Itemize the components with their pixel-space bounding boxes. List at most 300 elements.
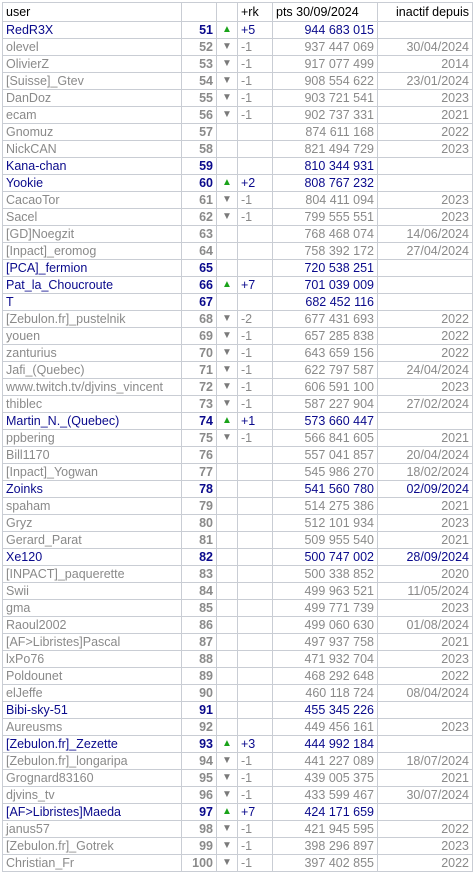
points-cell: 808 767 232	[273, 175, 378, 192]
trend-cell	[217, 464, 238, 481]
trend-cell	[217, 141, 238, 158]
triangle-down-icon: ▼	[222, 92, 232, 103]
triangle-down-icon: ▼	[222, 398, 232, 409]
points-cell: 468 292 648	[273, 668, 378, 685]
rank-cell: 86	[182, 617, 217, 634]
user-name-link[interactable]: T	[3, 294, 182, 311]
table-row	[3, 22, 473, 39]
inactive-since-cell: 2023	[378, 600, 473, 617]
user-name-link[interactable]: OlivierZ	[3, 56, 182, 73]
rank-cell: 73	[182, 396, 217, 413]
table-row	[3, 73, 473, 90]
triangle-down-icon: ▼	[222, 58, 232, 69]
user-name-link[interactable]: Poldounet	[3, 668, 182, 685]
rank-delta-cell: +7	[238, 804, 273, 821]
points-cell: 566 841 605	[273, 430, 378, 447]
trend-cell	[217, 294, 238, 311]
rank-cell: 59	[182, 158, 217, 175]
inactive-since-cell: 2023	[378, 379, 473, 396]
trend-cell	[217, 855, 238, 872]
points-cell: 804 411 094	[273, 192, 378, 209]
points-cell: 657 285 838	[273, 328, 378, 345]
inactive-since-cell	[378, 158, 473, 175]
inactive-since-cell: 2022	[378, 124, 473, 141]
user-name-link[interactable]: www.twitch.tv/djvins_vincent	[3, 379, 182, 396]
table-row	[3, 56, 473, 73]
table-row	[3, 770, 473, 787]
inactive-since-cell	[378, 702, 473, 719]
triangle-down-icon: ▼	[222, 347, 232, 358]
trend-cell	[217, 804, 238, 821]
points-cell: 768 468 074	[273, 226, 378, 243]
user-name-link[interactable]: Bill1170	[3, 447, 182, 464]
points-cell: 587 227 904	[273, 396, 378, 413]
points-cell: 557 041 857	[273, 447, 378, 464]
user-name-link[interactable]: [AF>Libristes]Maeda	[3, 804, 182, 821]
points-cell: 509 955 540	[273, 532, 378, 549]
user-name-link[interactable]: [Suisse]_Gtev	[3, 73, 182, 90]
trend-cell	[217, 226, 238, 243]
trend-cell	[217, 719, 238, 736]
rank-cell: 70	[182, 345, 217, 362]
inactive-since-cell	[378, 260, 473, 277]
rank-cell: 95	[182, 770, 217, 787]
triangle-down-icon: ▼	[222, 109, 232, 120]
user-name-link[interactable]: olevel	[3, 39, 182, 56]
rank-delta-cell	[238, 532, 273, 549]
triangle-down-icon: ▼	[222, 75, 232, 86]
trend-cell	[217, 549, 238, 566]
table-row	[3, 566, 473, 583]
user-name-link[interactable]: Martin_N._(Quebec)	[3, 413, 182, 430]
inactive-since-cell: 2021	[378, 634, 473, 651]
points-cell: 682 452 116	[273, 294, 378, 311]
user-name-link[interactable]: spaham	[3, 498, 182, 515]
points-cell: 424 171 659	[273, 804, 378, 821]
user-name-link[interactable]: [Zebulon.fr]_Gotrek	[3, 838, 182, 855]
triangle-down-icon: ▼	[222, 823, 232, 834]
inactive-since-cell	[378, 277, 473, 294]
table-row	[3, 243, 473, 260]
points-cell: 908 554 622	[273, 73, 378, 90]
table-row	[3, 855, 473, 872]
table-row	[3, 668, 473, 685]
table-row	[3, 464, 473, 481]
rank-delta-cell: +1	[238, 413, 273, 430]
header-row	[3, 3, 473, 22]
trend-cell	[217, 243, 238, 260]
trend-cell	[217, 668, 238, 685]
rank-cell: 65	[182, 260, 217, 277]
user-name-link[interactable]: Raoul2002	[3, 617, 182, 634]
header-rank-delta[interactable]: +rk	[238, 3, 273, 22]
table-row	[3, 345, 473, 362]
trend-cell	[217, 787, 238, 804]
points-cell: 541 560 780	[273, 481, 378, 498]
points-cell: 398 296 897	[273, 838, 378, 855]
rank-delta-cell: -1	[238, 39, 273, 56]
points-cell: 758 392 172	[273, 243, 378, 260]
user-name-link[interactable]: Swii	[3, 583, 182, 600]
points-cell: 500 338 852	[273, 566, 378, 583]
table-row	[3, 787, 473, 804]
rank-cell: 77	[182, 464, 217, 481]
user-name-link[interactable]: [PCA]_fermion	[3, 260, 182, 277]
table-row	[3, 515, 473, 532]
rank-delta-cell: -1	[238, 787, 273, 804]
rank-delta-cell: -2	[238, 311, 273, 328]
user-name-link[interactable]: zanturius	[3, 345, 182, 362]
table-row	[3, 838, 473, 855]
user-name-link[interactable]: [Zebulon.fr]_pustelnik	[3, 311, 182, 328]
trend-cell	[217, 124, 238, 141]
user-name-link[interactable]: janus57	[3, 821, 182, 838]
inactive-since-cell: 2023	[378, 838, 473, 855]
trend-cell	[217, 192, 238, 209]
user-name-link[interactable]: Pat_la_Choucroute	[3, 277, 182, 294]
triangle-down-icon: ▼	[222, 755, 232, 766]
user-name-link[interactable]: Bibi-sky-51	[3, 702, 182, 719]
points-cell: 573 660 447	[273, 413, 378, 430]
triangle-down-icon: ▼	[222, 789, 232, 800]
user-name-link[interactable]: [AF>Libristes]Pascal	[3, 634, 182, 651]
inactive-since-cell: 2020	[378, 566, 473, 583]
user-name-link[interactable]: [Inpact]_Yogwan	[3, 464, 182, 481]
table-row	[3, 447, 473, 464]
rank-cell: 60	[182, 175, 217, 192]
rank-delta-cell	[238, 124, 273, 141]
rank-delta-cell	[238, 158, 273, 175]
user-name-link[interactable]: Xe120	[3, 549, 182, 566]
user-name-link[interactable]: Gerard_Parat	[3, 532, 182, 549]
trend-cell	[217, 702, 238, 719]
rank-delta-cell	[238, 702, 273, 719]
rank-cell: 63	[182, 226, 217, 243]
table-row	[3, 311, 473, 328]
points-cell: 512 101 934	[273, 515, 378, 532]
rank-cell: 53	[182, 56, 217, 73]
rank-delta-cell	[238, 447, 273, 464]
trend-cell	[217, 532, 238, 549]
user-name-link[interactable]: CacaoTor	[3, 192, 182, 209]
table-row	[3, 107, 473, 124]
rank-cell: 71	[182, 362, 217, 379]
inactive-since-cell: 20/04/2024	[378, 447, 473, 464]
inactive-since-cell: 18/02/2024	[378, 464, 473, 481]
trend-cell	[217, 328, 238, 345]
points-cell: 497 937 758	[273, 634, 378, 651]
rank-cell: 93	[182, 736, 217, 753]
inactive-since-cell: 27/04/2024	[378, 243, 473, 260]
rank-cell: 100	[182, 855, 217, 872]
table-body	[3, 22, 473, 872]
rank-delta-cell	[238, 651, 273, 668]
inactive-since-cell: 2021	[378, 107, 473, 124]
rank-delta-cell: -1	[238, 209, 273, 226]
rank-delta-cell: -1	[238, 430, 273, 447]
trend-cell	[217, 583, 238, 600]
rank-delta-cell	[238, 600, 273, 617]
user-name-link[interactable]: djvins_tv	[3, 787, 182, 804]
user-name-link[interactable]: [Zebulon.fr]_Zezette	[3, 736, 182, 753]
trend-cell	[217, 39, 238, 56]
rank-delta-cell: -1	[238, 396, 273, 413]
trend-cell	[217, 447, 238, 464]
rank-delta-cell	[238, 481, 273, 498]
triangle-up-icon: ▲	[222, 24, 232, 35]
header-user[interactable]: user	[3, 3, 182, 22]
rank-delta-cell: -1	[238, 379, 273, 396]
inactive-since-cell: 2022	[378, 328, 473, 345]
trend-cell	[217, 821, 238, 838]
inactive-since-cell: 2014	[378, 56, 473, 73]
trend-cell	[217, 158, 238, 175]
rank-cell: 55	[182, 90, 217, 107]
user-name-link[interactable]: NickCAN	[3, 141, 182, 158]
user-name-link[interactable]: thiblec	[3, 396, 182, 413]
points-cell: 499 771 739	[273, 600, 378, 617]
points-cell: 622 797 587	[273, 362, 378, 379]
inactive-since-cell: 18/07/2024	[378, 753, 473, 770]
user-name-link[interactable]: elJeffe	[3, 685, 182, 702]
points-cell: 606 591 100	[273, 379, 378, 396]
points-cell: 499 963 521	[273, 583, 378, 600]
rank-delta-cell: +7	[238, 277, 273, 294]
table-row	[3, 158, 473, 175]
rank-delta-cell	[238, 583, 273, 600]
user-name-link[interactable]: youen	[3, 328, 182, 345]
rank-cell: 94	[182, 753, 217, 770]
trend-cell	[217, 838, 238, 855]
user-name-link[interactable]: gma	[3, 600, 182, 617]
user-name-link[interactable]: Jafi_(Quebec)	[3, 362, 182, 379]
user-name-link[interactable]: Yookie	[3, 175, 182, 192]
rank-cell: 62	[182, 209, 217, 226]
table-row	[3, 362, 473, 379]
trend-cell	[217, 90, 238, 107]
trend-cell	[217, 685, 238, 702]
rank-delta-cell: -1	[238, 328, 273, 345]
rank-delta-cell	[238, 498, 273, 515]
inactive-since-cell: 2022	[378, 855, 473, 872]
trend-cell	[217, 736, 238, 753]
table-row	[3, 549, 473, 566]
trend-cell	[217, 617, 238, 634]
points-cell: 499 060 630	[273, 617, 378, 634]
rank-delta-cell: +3	[238, 736, 273, 753]
trend-cell	[217, 634, 238, 651]
trend-cell	[217, 22, 238, 39]
rank-delta-cell	[238, 141, 273, 158]
user-name-link[interactable]: lxPo76	[3, 651, 182, 668]
table-row	[3, 498, 473, 515]
points-cell: 937 447 069	[273, 39, 378, 56]
trend-cell	[217, 515, 238, 532]
rank-cell: 51	[182, 22, 217, 39]
user-name-link[interactable]: ecam	[3, 107, 182, 124]
user-name-link[interactable]: Gryz	[3, 515, 182, 532]
table-row	[3, 685, 473, 702]
user-name-link[interactable]: Gnomuz	[3, 124, 182, 141]
rank-delta-cell: -1	[238, 821, 273, 838]
trend-cell	[217, 498, 238, 515]
rank-delta-cell	[238, 685, 273, 702]
rank-delta-cell	[238, 294, 273, 311]
trend-cell	[217, 379, 238, 396]
user-name-link[interactable]: Kana-chan	[3, 158, 182, 175]
triangle-up-icon: ▲	[222, 415, 232, 426]
rank-delta-cell: -1	[238, 753, 273, 770]
inactive-since-cell	[378, 294, 473, 311]
inactive-since-cell: 14/06/2024	[378, 226, 473, 243]
points-cell: 799 555 551	[273, 209, 378, 226]
user-name-link[interactable]: [GD]Noegzit	[3, 226, 182, 243]
table-row	[3, 821, 473, 838]
table-row	[3, 90, 473, 107]
rank-cell: 54	[182, 73, 217, 90]
inactive-since-cell: 27/02/2024	[378, 396, 473, 413]
trend-cell	[217, 651, 238, 668]
triangle-down-icon: ▼	[222, 41, 232, 52]
trend-cell	[217, 277, 238, 294]
header-inactive[interactable]: inactif depuis	[378, 3, 473, 22]
inactive-since-cell	[378, 736, 473, 753]
trend-cell	[217, 345, 238, 362]
table-row	[3, 600, 473, 617]
table-row	[3, 277, 473, 294]
trend-cell	[217, 770, 238, 787]
table-row	[3, 702, 473, 719]
triangle-down-icon: ▼	[222, 840, 232, 851]
inactive-since-cell: 2021	[378, 532, 473, 549]
points-cell: 460 118 724	[273, 685, 378, 702]
table-row	[3, 481, 473, 498]
inactive-since-cell	[378, 804, 473, 821]
points-cell: 500 747 002	[273, 549, 378, 566]
trend-cell	[217, 753, 238, 770]
points-cell: 444 992 184	[273, 736, 378, 753]
inactive-since-cell	[378, 22, 473, 39]
rank-cell: 84	[182, 583, 217, 600]
inactive-since-cell: 2023	[378, 192, 473, 209]
user-name-link[interactable]: [INPACT]_paquerette	[3, 566, 182, 583]
triangle-down-icon: ▼	[222, 364, 232, 375]
rank-delta-cell: +5	[238, 22, 273, 39]
table-row	[3, 430, 473, 447]
inactive-since-cell: 2021	[378, 498, 473, 515]
rank-delta-cell	[238, 515, 273, 532]
trend-cell	[217, 260, 238, 277]
rank-delta-cell	[238, 260, 273, 277]
table-row	[3, 226, 473, 243]
points-cell: 720 538 251	[273, 260, 378, 277]
user-name-link[interactable]: Aureusms	[3, 719, 182, 736]
table-row	[3, 192, 473, 209]
rank-cell: 56	[182, 107, 217, 124]
table-row	[3, 532, 473, 549]
user-name-link[interactable]: Sacel	[3, 209, 182, 226]
rank-cell: 96	[182, 787, 217, 804]
rank-cell: 89	[182, 668, 217, 685]
trend-cell	[217, 430, 238, 447]
rank-cell: 66	[182, 277, 217, 294]
header-trend	[217, 3, 238, 22]
inactive-since-cell: 2023	[378, 651, 473, 668]
inactive-since-cell: 2021	[378, 770, 473, 787]
rank-cell: 67	[182, 294, 217, 311]
rank-cell: 57	[182, 124, 217, 141]
user-name-link[interactable]: [Inpact]_eromog	[3, 243, 182, 260]
trend-cell	[217, 600, 238, 617]
points-cell: 514 275 386	[273, 498, 378, 515]
table-row	[3, 719, 473, 736]
header-points[interactable]: pts 30/09/2024	[273, 3, 378, 22]
user-name-link[interactable]: DanDoz	[3, 90, 182, 107]
user-name-link[interactable]: ppbering	[3, 430, 182, 447]
rank-cell: 68	[182, 311, 217, 328]
triangle-down-icon: ▼	[222, 857, 232, 868]
rank-cell: 88	[182, 651, 217, 668]
triangle-down-icon: ▼	[222, 313, 232, 324]
table-row	[3, 39, 473, 56]
rank-delta-cell	[238, 719, 273, 736]
rank-cell: 99	[182, 838, 217, 855]
user-name-link[interactable]: Grognard83160	[3, 770, 182, 787]
triangle-down-icon: ▼	[222, 432, 232, 443]
rank-delta-cell	[238, 226, 273, 243]
table-row	[3, 141, 473, 158]
rank-delta-cell	[238, 634, 273, 651]
triangle-up-icon: ▲	[222, 738, 232, 749]
inactive-since-cell: 08/04/2024	[378, 685, 473, 702]
rank-delta-cell: -1	[238, 107, 273, 124]
rank-delta-cell: -1	[238, 838, 273, 855]
rank-cell: 61	[182, 192, 217, 209]
user-name-link[interactable]: Christian_Fr	[3, 855, 182, 872]
rank-delta-cell: -1	[238, 56, 273, 73]
points-cell: 821 494 729	[273, 141, 378, 158]
user-name-link[interactable]: Zoinks	[3, 481, 182, 498]
inactive-since-cell: 2022	[378, 821, 473, 838]
triangle-down-icon: ▼	[222, 381, 232, 392]
triangle-down-icon: ▼	[222, 194, 232, 205]
user-name-link[interactable]: [Zebulon.fr]_longaripa	[3, 753, 182, 770]
rank-cell: 92	[182, 719, 217, 736]
table-row	[3, 634, 473, 651]
points-cell: 810 344 931	[273, 158, 378, 175]
trend-cell	[217, 413, 238, 430]
inactive-since-cell	[378, 175, 473, 192]
inactive-since-cell: 2021	[378, 430, 473, 447]
rank-cell: 98	[182, 821, 217, 838]
inactive-since-cell: 2023	[378, 209, 473, 226]
rank-cell: 52	[182, 39, 217, 56]
triangle-down-icon: ▼	[222, 211, 232, 222]
rank-cell: 69	[182, 328, 217, 345]
points-cell: 421 945 595	[273, 821, 378, 838]
user-name-link[interactable]: RedR3X	[3, 22, 182, 39]
table-row	[3, 617, 473, 634]
triangle-up-icon: ▲	[222, 279, 232, 290]
points-cell: 902 737 331	[273, 107, 378, 124]
trend-cell	[217, 311, 238, 328]
table-row	[3, 753, 473, 770]
triangle-up-icon: ▲	[222, 806, 232, 817]
inactive-since-cell: 2022	[378, 311, 473, 328]
rank-cell: 72	[182, 379, 217, 396]
trend-cell	[217, 362, 238, 379]
inactive-since-cell: 2022	[378, 345, 473, 362]
